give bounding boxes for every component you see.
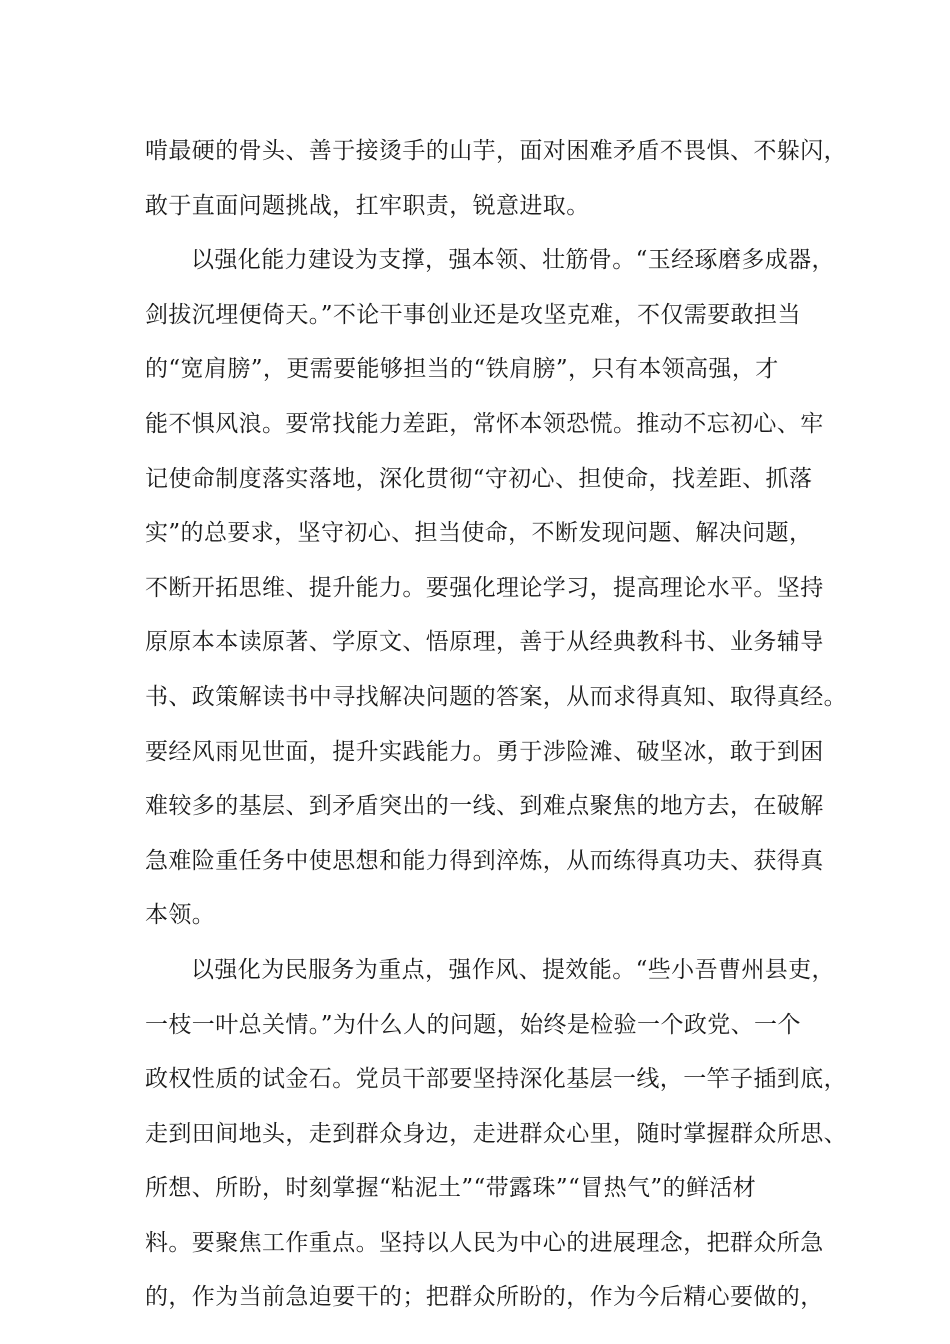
text-line: 能不惧风浪。要常找能力差距，常怀本领恐慌。推动不忘初心、牢 <box>145 410 824 437</box>
text-line: 一枝一叶总关情。”为什么人的问题，始终是检验一个政党、一个 <box>145 1011 801 1038</box>
text-line: 记使命制度落实落地，深化贯彻“守初心、担使命，找差距、抓落 <box>145 465 813 492</box>
text-line: 难较多的基层、到矛盾突出的一线、到难点聚焦的地方去，在破解 <box>145 793 824 820</box>
text-line: 要经风雨见世面，提升实践能力。勇于涉险滩、破坚冰，敢于到困 <box>145 738 824 765</box>
text-line: 的“宽肩膀”，更需要能够担当的“铁肩膀”，只有本领高强，才 <box>145 356 779 383</box>
text-line: 不断开拓思维、提升能力。要强化理论学习，提高理论水平。坚持 <box>145 574 824 601</box>
paragraph-first-line: 以强化为民服务为重点，强作风、提效能。“些小吾曹州县吏， <box>191 956 835 983</box>
text-line: 啃最硬的骨头、善于接烫手的山芋，面对困难矛盾不畏惧、不躲闪， <box>145 138 847 164</box>
text-line: 剑拔沉埋便倚天。”不论干事创业还是攻坚克难，不仅需要敢担当 <box>145 301 801 328</box>
text-line: 本领。 <box>145 902 216 929</box>
document-body <box>145 124 847 1325</box>
text-line: 所想、所盼，时刻掌握“粘泥土”“带露珠”“冒热气”的鲜活材 <box>145 1175 757 1202</box>
text-line: 的，作为当前急迫要干的；把群众所盼的，作为今后精心要做的， <box>145 1284 824 1311</box>
text-line: 政权性质的试金石。党员干部要坚持深化基层一线，一竿子插到底， <box>145 1066 847 1093</box>
text-line: 实”的总要求，坚守初心、担当使命，不断发现问题、解决问题， <box>145 520 813 547</box>
text-line: 书、政策解读书中寻找解决问题的答案，从而求得真知、取得真经。 <box>145 683 847 710</box>
text-line: 原原本本读原著、学原文、悟原理，善于从经典教科书、业务辅导 <box>145 629 824 656</box>
text-line: 料。要聚焦工作重点。坚持以人民为中心的进展理念，把群众所急 <box>145 1229 824 1256</box>
text-line: 敢于直面问题挑战，扛牢职责，锐意进取。 <box>145 192 590 219</box>
text-line: 急难险重任务中使思想和能力得到淬炼，从而练得真功夫、获得真 <box>145 847 824 874</box>
paragraph-first-line: 以强化能力建设为支撑，强本领、壮筋骨。“玉经琢磨多成器， <box>191 247 835 274</box>
text-line: 走到田间地头，走到群众身边，走进群众心里，随时掌握群众所思、 <box>145 1120 847 1147</box>
